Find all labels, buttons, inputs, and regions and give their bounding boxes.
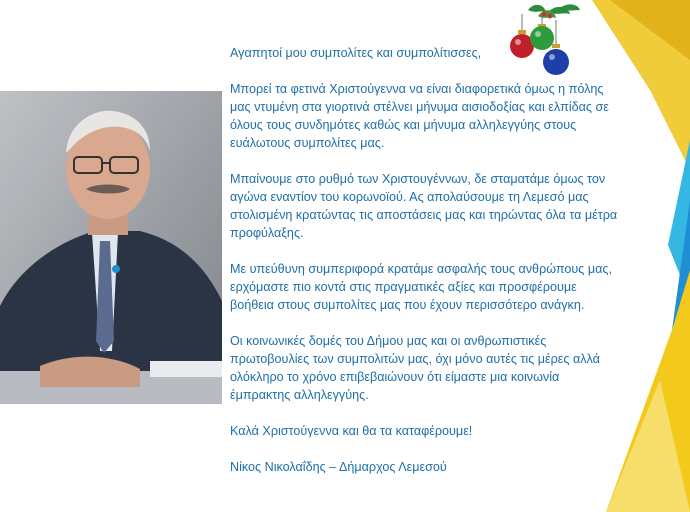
letter-paragraph-2: Μπαίνουμε στο ρυθμό των Χριστουγέννων, δε σταματάμε όμως τον αγώνα εναντίον του κορωνοϊού. Ας απολαύσουμε τη Λεμεσό μας στολισμένη κρατώντας τις αποστάσεις μας και τηρώντας όλα τα μέτρα προφύλαξης. bbox=[230, 172, 618, 240]
portrait-illustration bbox=[0, 91, 222, 404]
letter-signature: Νίκος Νικολαΐδης – Δήμαρχος Λεμεσού bbox=[230, 460, 447, 474]
letter-paragraph-3: Με υπεύθυνη συμπεριφορά κρατάμε ασφαλής τους ανθρώπους μας, ερχόμαστε πιο κοντά στις πραγματικές αξίες και προσφέρουμε βοήθεια στους συμπολίτες μας που έχουν περισσότερο ανάγκη. bbox=[230, 262, 612, 312]
portrait-photo bbox=[0, 91, 222, 404]
letter-greeting: Αγαπητοί μου συμπολίτες και συμπολίτισσες, bbox=[230, 46, 482, 60]
letter-paragraph-1: Μπορεί τα φετινά Χριστούγεννα να είναι διαφορετικά όμως η πόλης μας ντυμένη στα γιορτινά στέλνει μήνυμα αισιοδοξίας και ελπίδας σε όλους τους συνδημότες καθώς και μήνυμα αλληλεγγύης στους ευάλωτους συμπολίτες μας. bbox=[230, 82, 609, 150]
letter-paragraph-4: Οι κοινωνικές δομές του Δήμου μας και οι ανθρωπιστικές πρωτοβουλίες των συμπολιτών μας, όχι μόνο αυτές τις μέρες αλλά ολόκληρο το χρόνο επιβεβαιώνουν ότι είμαστε μια κοινωνία έμπρακτης αλληλεγγύης. bbox=[230, 334, 600, 402]
christmas-letter bbox=[230, 44, 622, 494]
letter-closing: Καλά Χριστούγεννα και θα τα καταφέρουμε! bbox=[230, 424, 473, 438]
